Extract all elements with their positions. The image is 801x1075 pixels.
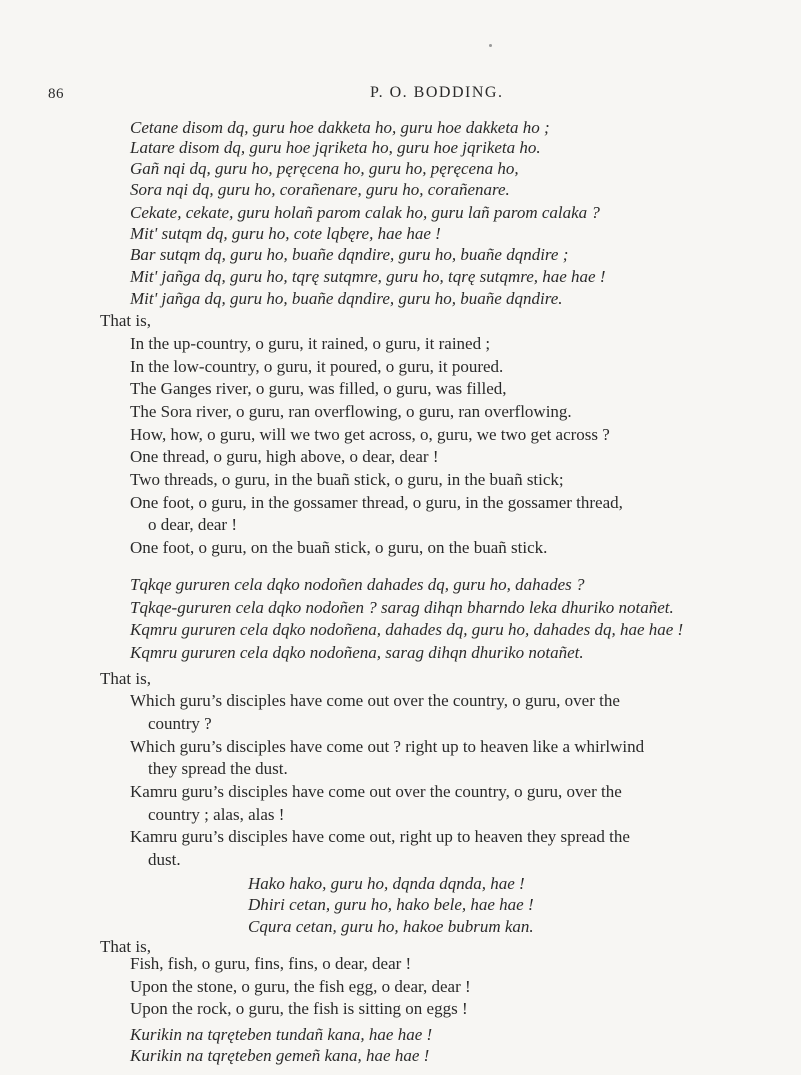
translation-line: Kamru guru’s disciples have come out over the country, o guru, over the <box>130 782 622 801</box>
translation-line: o dear, dear ! <box>148 515 237 534</box>
verse-line: Mit' sutqm dq, guru ho, cote lqbęre, hae hae ! <box>130 224 441 243</box>
verse-line: Cetane disom dq, guru hoe dakketa ho, guru hoe dakketa ho ; <box>130 118 550 137</box>
verse-line: Kurikin na tqręteben gemeñ kana, hae hae ! <box>130 1046 430 1065</box>
translation-line: country ; alas, alas ! <box>148 805 285 824</box>
translation-line: Kamru guru’s disciples have come out, right up to heaven they spread the <box>130 827 630 846</box>
verse-line: Kqmru gururen cela dqko nodoñena, sarag dihqn dhuriko notañet. <box>130 643 584 662</box>
translation-line: dust. <box>148 850 181 869</box>
verse-line: Cekate, cekate, guru holañ parom calak ho, guru lañ parom calaka ? <box>130 203 600 222</box>
translation-line: they spread the dust. <box>148 759 288 778</box>
translation-line: Upon the rock, o guru, the fish is sitting on eggs ! <box>130 999 468 1018</box>
running-title: P. O. BODDING. <box>370 84 504 101</box>
translation-line: How, how, o guru, will we two get across, o, guru, we two get across ? <box>130 425 610 444</box>
translation-line: Two threads, o guru, in the buañ stick, o guru, in the buañ stick; <box>130 470 564 489</box>
translation-line: Which guru’s disciples have come out ? right up to heaven like a whirlwind <box>130 737 645 756</box>
translation-line: In the low-country, o guru, it poured, o guru, it poured. <box>130 357 504 376</box>
translation-line: One foot, o guru, on the buañ stick, o guru, on the buañ stick. <box>130 538 548 557</box>
verse-line: Hako hako, guru ho, dqnda dqnda, hae ! <box>248 874 525 893</box>
verse-line: Mit' jañga dq, guru ho, tqrę sutqmre, guru ho, tqrę sutqmre, hae hae ! <box>130 267 606 286</box>
verse-line: Tqkqe-gururen cela dqko nodoñen ? sarag dihqn bharndo leka dhuriko notañet. <box>130 598 674 617</box>
translation-label: That is, <box>100 311 151 330</box>
translation-line: Fish, fish, o guru, fins, fins, o dear, dear ! <box>130 954 412 973</box>
verse-line: Dhiri cetan, guru ho, hako bele, hae hae ! <box>248 895 534 914</box>
translation-label: That is, <box>100 937 151 956</box>
verse-line: Tqkqe gururen cela dqko nodoñen dahades dq, guru ho, dahades ? <box>130 575 585 594</box>
verse-line: Sora nqi dq, guru ho, corañenare, guru ho, corañenare. <box>130 180 510 199</box>
translation-line: In the up-country, o guru, it rained, o guru, it rained ; <box>130 334 491 353</box>
translation-line: The Ganges river, o guru, was filled, o guru, was filled, <box>130 379 507 398</box>
verse-line: Gañ nqi dq, guru ho, pęręcena ho, guru ho, pęręcena ho, <box>130 159 519 178</box>
page-number: 86 <box>48 86 64 102</box>
translation-line: Which guru’s disciples have come out over the country, o guru, over the <box>130 691 620 710</box>
verse-line: Mit' jañga dq, guru ho, buañe dqndire, guru ho, buañe dqndire. <box>130 289 563 308</box>
translation-line: One foot, o guru, in the gossamer thread, o guru, in the gossamer thread, <box>130 493 623 512</box>
verse-line: Cqura cetan, guru ho, hakoe bubrum kan. <box>248 917 534 936</box>
verse-line: Kurikin na tqręteben tundañ kana, hae hae ! <box>130 1025 433 1044</box>
translation-label: That is, <box>100 669 151 688</box>
translation-line: The Sora river, o guru, ran overflowing, o guru, ran overflowing. <box>130 402 572 421</box>
translation-line: One thread, o guru, high above, o dear, dear ! <box>130 447 439 466</box>
translation-line: country ? <box>148 714 212 733</box>
verse-line: Bar sutqm dq, guru ho, buañe dqndire, guru ho, buañe dqndire ; <box>130 245 569 264</box>
speck <box>489 44 492 47</box>
verse-line: Kqmru gururen cela dqko nodoñena, dahades dq, guru ho, dahades dq, hae hae ! <box>130 620 684 639</box>
translation-line: Upon the stone, o guru, the fish egg, o dear, dear ! <box>130 977 471 996</box>
verse-line: Latare disom dq, guru hoe jqriketa ho, guru hoe jqriketa ho. <box>130 138 541 157</box>
